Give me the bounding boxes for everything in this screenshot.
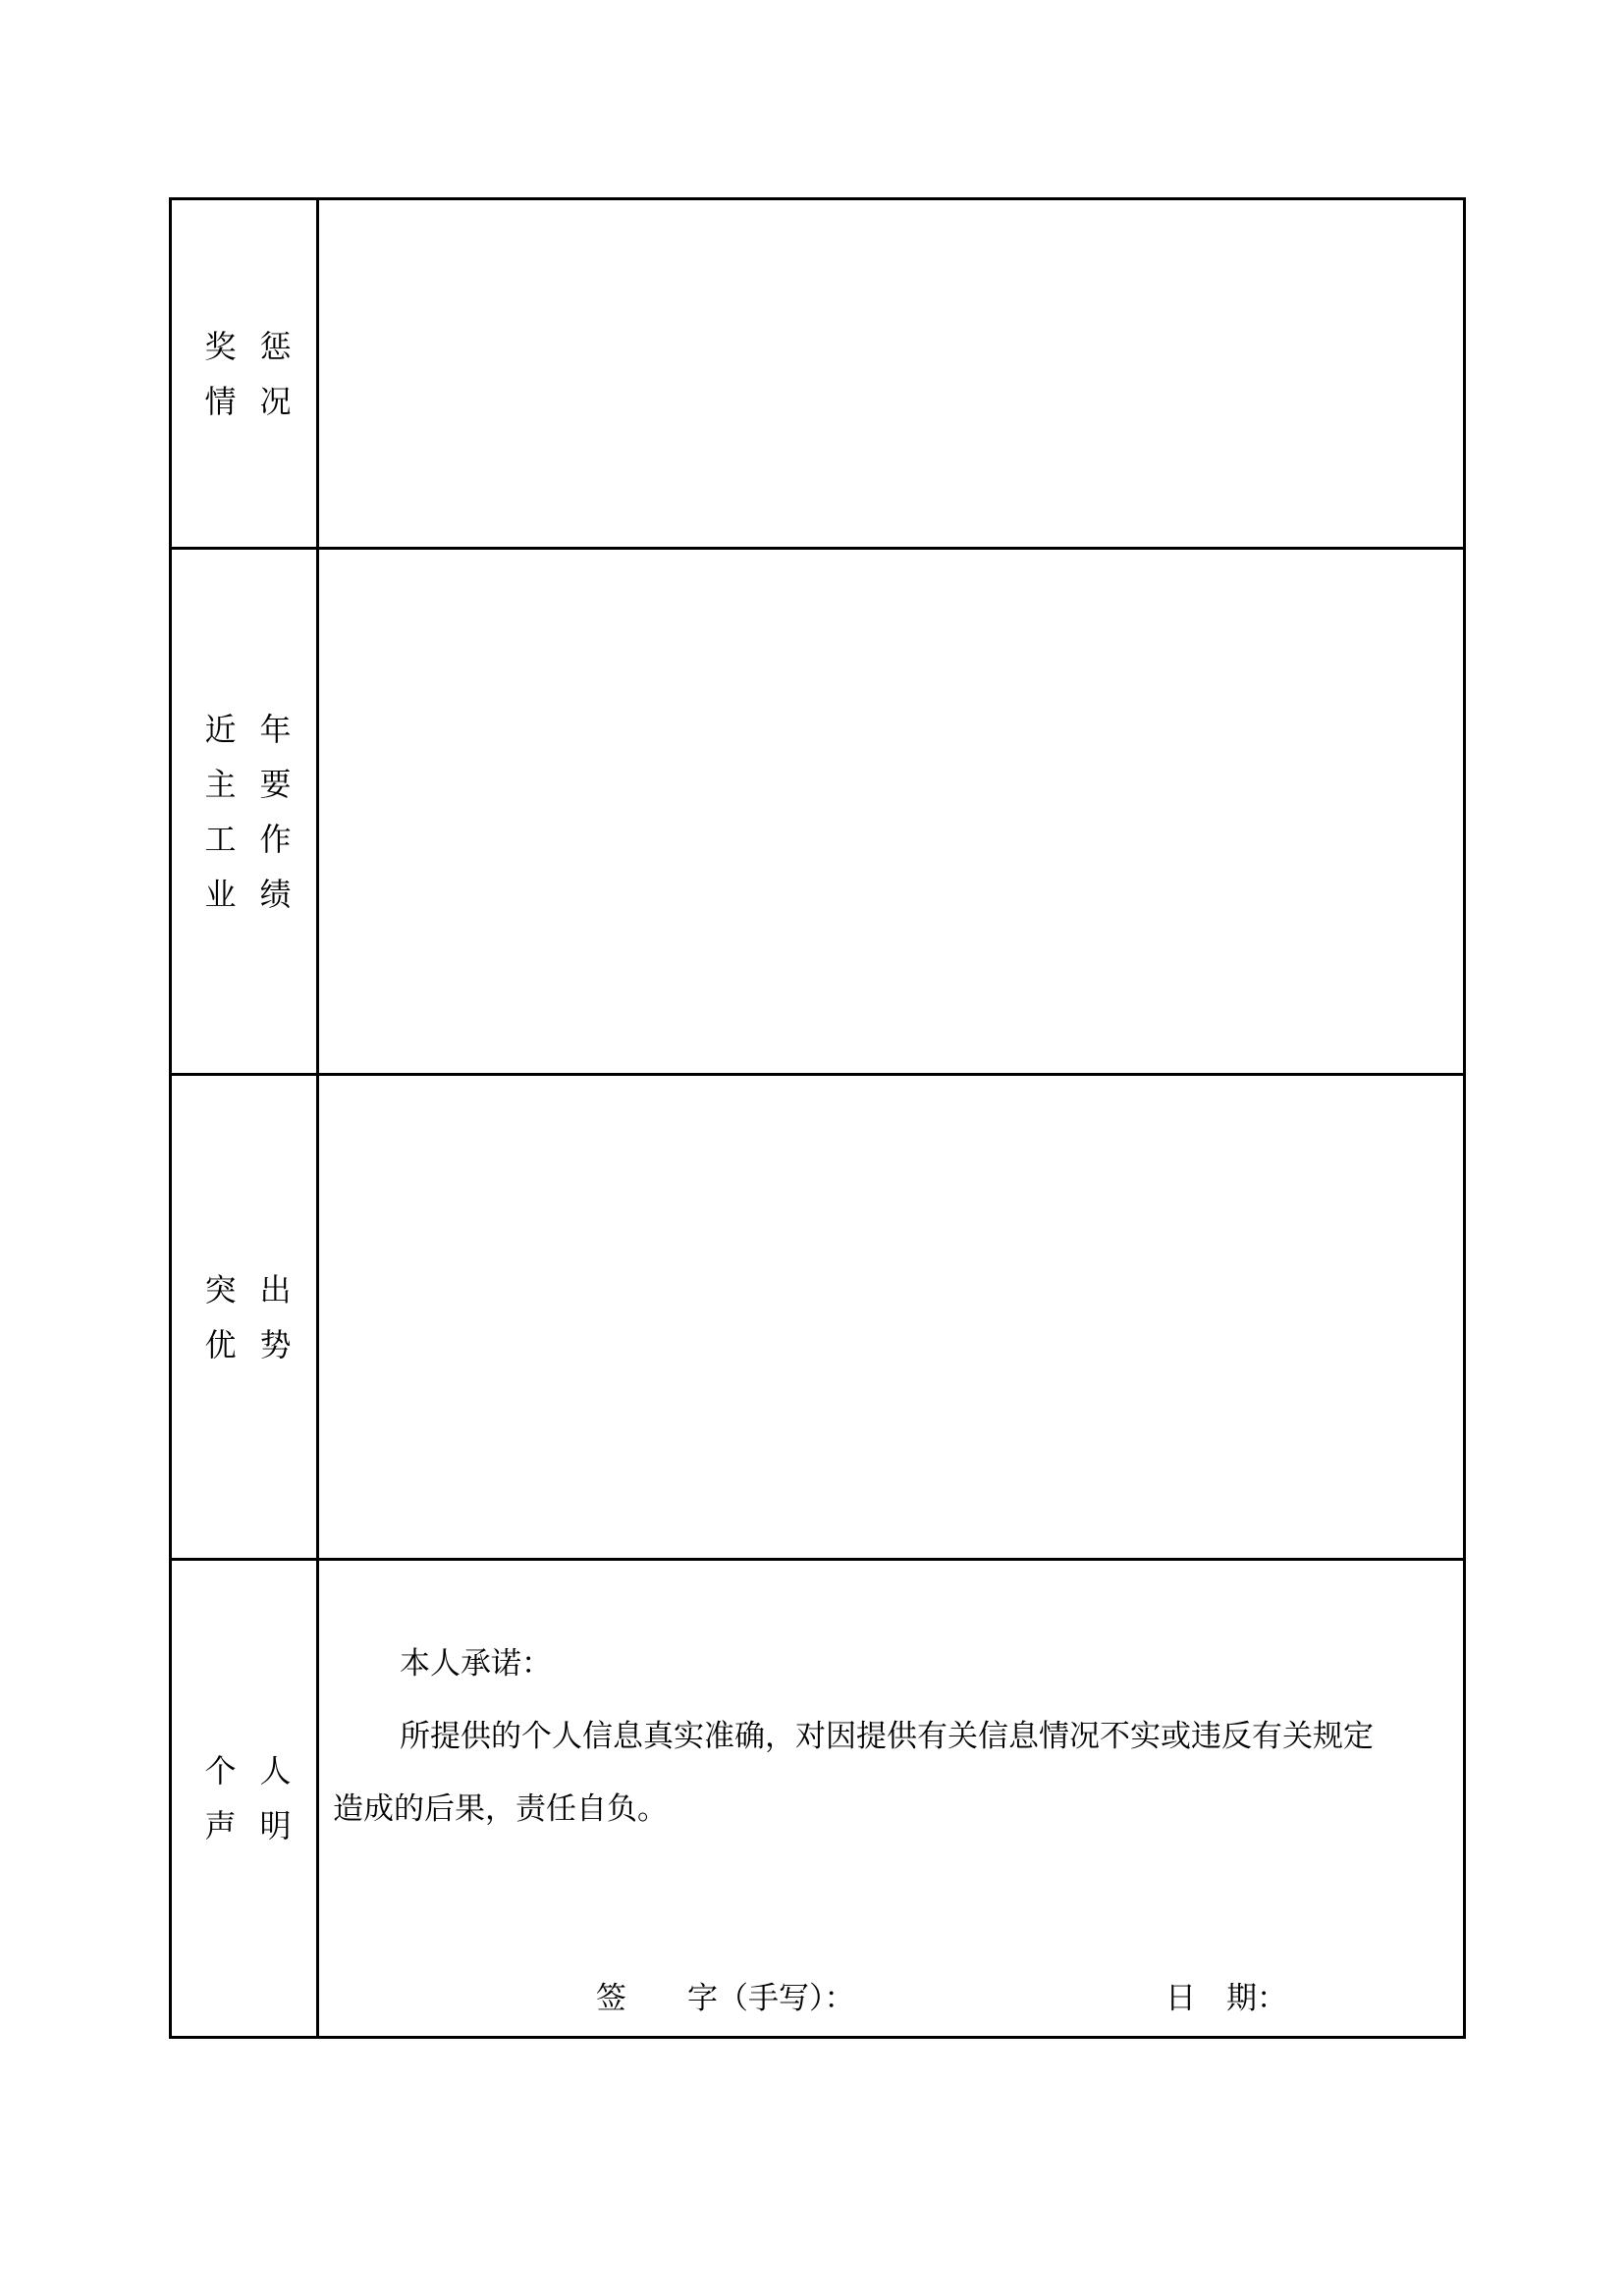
label-char: 业: [204, 875, 237, 913]
declaration-line-1: 所提供的个人信息真实准确，对因提供有关信息情况不实或违反有关规定: [400, 1719, 1374, 1754]
personal-declaration-label: [193, 1753, 303, 1843]
rewards-punishments-field[interactable]: [319, 200, 1463, 550]
signature-field[interactable]: [869, 1963, 1144, 2012]
label-char: 绩: [259, 875, 292, 913]
label-char: 作: [259, 820, 292, 858]
work-achievements-label-cell: [172, 550, 319, 1076]
label-char: 奖: [204, 327, 237, 365]
label-char: 势: [259, 1325, 292, 1363]
rewards-punishments-label-cell: [172, 200, 319, 550]
personal-declaration-field: [319, 1561, 1463, 2036]
label-char: 突: [204, 1270, 237, 1308]
label-char: 个: [204, 1752, 237, 1789]
label-char: 明: [259, 1807, 292, 1844]
declaration-heading: 本人承诺：: [400, 1646, 552, 1682]
label-char: 要: [259, 765, 292, 803]
personal-info-form-table: [169, 197, 1466, 2039]
label-char: 声: [204, 1807, 237, 1844]
label-char: 主: [204, 765, 237, 803]
work-achievements-field[interactable]: [319, 550, 1463, 1076]
strengths-label: [193, 1272, 303, 1362]
label-char: 年: [259, 710, 292, 748]
personal-declaration-label-cell: [172, 1561, 319, 2036]
work-achievements-label: [193, 712, 303, 912]
strengths-field[interactable]: [319, 1076, 1463, 1561]
date-label: 日 期：: [1165, 1981, 1287, 2016]
rewards-punishments-label: [193, 329, 303, 419]
date-field[interactable]: [1301, 1963, 1596, 2012]
declaration-line-2: 造成的后果，责任自负。: [333, 1791, 668, 1827]
label-char: 况: [259, 382, 292, 420]
signature-label: 签 字（手写）：: [596, 1981, 855, 2016]
label-char: 出: [259, 1270, 292, 1308]
label-char: 情: [204, 382, 237, 420]
strengths-label-cell: [172, 1076, 319, 1561]
label-char: 惩: [259, 327, 292, 365]
label-char: 近: [204, 710, 237, 748]
label-char: 优: [204, 1325, 237, 1363]
label-char: 工: [204, 820, 237, 858]
label-char: 人: [259, 1752, 292, 1789]
